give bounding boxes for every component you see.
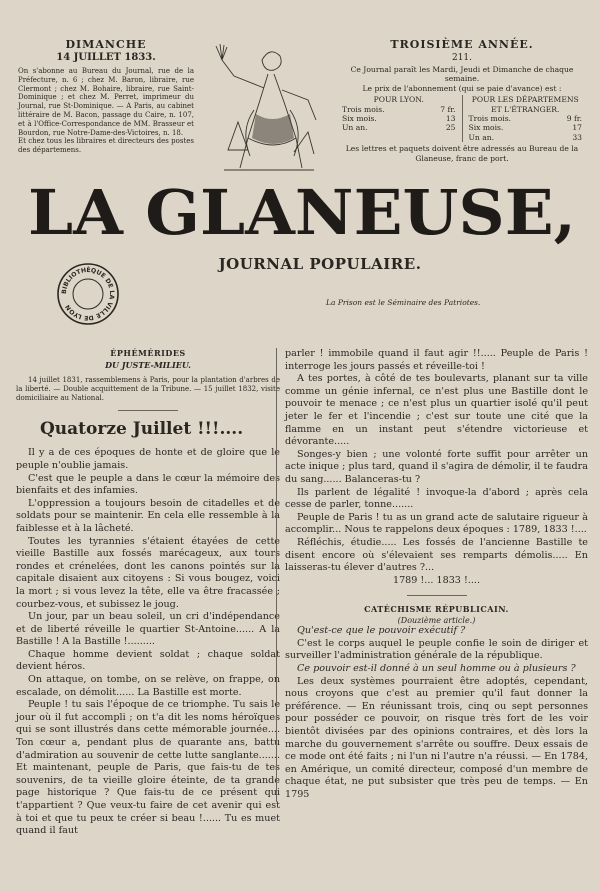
publication-schedule: Ce Journal paraît les Mardi, Jeudi et Dimanche de chaque semaine.	[350, 65, 574, 84]
catechism-question: Ce pouvoir est-il donné à un seul homme ou à plusieurs ?	[297, 663, 576, 675]
issue-date: 14 JUILLET 1833.	[56, 52, 156, 63]
article-paragraph: parler ! immobile quand il faut agir !!..... Peuple de Paris ! interroge les jours passés et réveille-toi !	[285, 348, 588, 372]
article-paragraph: 1789 !... 1833 !....	[392, 574, 481, 586]
divider	[407, 595, 467, 596]
catechism-subheading: (Douzième article.)	[397, 616, 476, 626]
article-paragraph: Toutes les tyrannies s'étaient étayées de cette vieille Bastille aux fossés marécageux, aux tours rondes et crénelées, dont les canons pointés sur la capitale disaient aux citoyens : Si vous bougez, voici la mort ; si vous levez la tête, elle va être fracassée ; courbez-vous, et subissez le joug.	[16, 535, 280, 610]
volume-year: TROISIÈME ANNÉE.	[390, 38, 534, 51]
subscription-text-2: Et chez tous les libraires et directeurs des postes des départemens.	[18, 137, 194, 155]
ephemerides-text: 14 juillet 1831, rassemblemens à Paris, pour la plantation d'arbres de la liberté. — Double acquittement de la Tribune. — 15 juillet 1832, visite domiciliaire au National.	[16, 376, 280, 402]
article-paragraph: Songes-y bien ; une volonté forte suffit pour arrêter un acte inique ; plus tard, quand il s'agira de démolir, il te faudra du sang...... Balanceras-tu ?	[285, 448, 588, 485]
catechism-question: Qu'est-ce que le pouvoir exécutif ?	[297, 625, 466, 637]
column-right	[276, 348, 588, 802]
price-term: Trois mois.	[468, 114, 512, 124]
stamp-text: BIBLIOTHÈQUE DE LA VILLE DE LYON	[60, 266, 116, 322]
gleaner-vignette-illustration	[204, 30, 334, 180]
catechism-answer: C'est le corps auquel le peuple confie le soin de diriger et surveiller l'administration générale de la république.	[285, 637, 588, 662]
price-row	[469, 114, 583, 123]
subscription-text: On s'abonne au Bureau du Journal, rue de la Préfecture, n. 6 ; chez M. Baron, libraire, rue Clermont ; chez M. Bohaire, libraire, rue Saint-Dominique ; et chez M. Perret, imprimeur du Journal, rue St-Dominique. — A Paris, au cabinet littéraire de M. Bacon, passage du Caire, n. 107, et à l'Office-Correspondance de MM. Brasseur et Bourdon, rue Notre-Dame-des-Victoires, n. 18.	[18, 67, 194, 137]
catechism-heading: CATÉCHISME RÉPUBLICAIN.	[364, 604, 509, 615]
issue-number: 211.	[451, 53, 473, 63]
price-value: 33	[572, 132, 582, 142]
price-table	[336, 95, 588, 142]
price-term: Six mois.	[468, 123, 504, 133]
article-paragraph: Peuple de Paris ! tu as un grand acte de salutaire rigueur à accomplir... Nous te rappelons deux époques : 1789, 1833 !....	[285, 511, 588, 536]
article-paragraph: Ils parlent de légalité ! invoque-la d'abord ; après cela cesse de parler, tonne.......	[285, 486, 588, 511]
price-value: 7 fr.	[440, 104, 456, 114]
letters-note: Les lettres et paquets doivent être adressés au Bureau de la Glaneuse, franc de port.	[345, 144, 579, 163]
article-paragraph: Il y a de ces époques de honte et de gloire que le peuple n'oublie jamais.	[16, 447, 280, 471]
library-stamp	[56, 262, 120, 326]
catechism-answer: Les deux systèmes pourraient être adoptés, cependant, nous croyons que c'est au premier qu'il faut donner la préférence. — En réunissant trois, cinq ou sept personnes pour posséder ce pouvoir, on risque très fort de les voir bientôt divisées par des opinions contraires, et dès lors la marche du gouvernement s'arrête ou souffre. Deux essais de ce mode ont été faits ; ni l'un ni l'autre n'a réussi. — En 1784, en Amérique, un comité directeur, composé d'un membre de chaque état, ne put subsister que très peu de temps. — En 1795	[285, 675, 588, 800]
newspaper-title	[22, 178, 582, 248]
article-paragraph: Réfléchis, étudie..... Les fossés de l'ancienne Bastille te disent encore où s'élevaient ses remparts démolis..... En laisseras-tu élever d'autres ?...	[285, 536, 588, 574]
header-right-block	[336, 38, 588, 163]
price-row	[469, 133, 583, 142]
price-term: Un an.	[342, 123, 368, 133]
ephemerides-heading: ÉPHÉMÉRIDES	[110, 348, 186, 358]
divider	[118, 410, 178, 411]
article-paragraph: L'oppression a toujours besoin de citadelles et de soldats pour se maintenir. En cela elle ressemble à la faiblesse et à la lâcheté.	[16, 497, 280, 534]
article-paragraph: A tes portes, à côté de tes boulevarts, planant sur ta ville comme un génie infernal, ce n'est plus une Bastille dont le pouvoir te menace ; ce n'est plus un quartier isolé qu'il peut jeter le fer et l'incendie ; c'est sur toute une cité que la flamme en un instant peut s'étendre victorieuse et dévorante.....	[285, 373, 588, 448]
price-row	[342, 114, 456, 123]
article-paragraph: On attaque, on tombe, on se relève, on frappe, on escalade, on démolit...... La Bastille est morte.	[16, 674, 280, 698]
price-value: 17	[572, 123, 582, 133]
article-paragraph: Un jour, par un beau soleil, un cri d'indépendance et de liberté réveille le quartier St-Antoine...... A la Bastille ! A la Bastille !.........	[16, 611, 280, 648]
price-value: 9 fr.	[566, 114, 582, 124]
price-heading-lyon: POUR LYON.	[373, 95, 424, 105]
article-paragraph: Chaque homme devient soldat ; chaque soldat devient héros.	[16, 648, 280, 673]
price-value: 13	[445, 114, 456, 124]
article-title: Quatorze Juillet !!!....	[40, 419, 244, 440]
price-value: 25	[445, 123, 456, 133]
svg-text:BIBLIOTHÈQUE DE LA VILLE DE LY	[61, 265, 115, 321]
article-paragraph: Peuple ! tu sais l'époque de ce triomphe. Tu sais le jour où il fut accompli ; on t'a dit les noms héroïques qui se sont illustrés dans cette mémorable journée.... Ton cœur a, pendant plus de quarante ans, battu d'admiration au souvenir de cette lutte sanglante....... Et maintenant, peuple de Paris, que fais-tu de tes souvenirs, de ta vieille gloire éteinte, de ta grande page historique ? Que fais-tu de ce présent qui t'appartient ? Que veux-tu faire de cet avenir qui est à toi et que tu peux te créer si beau !...... Tu es muet quand il faut	[16, 699, 280, 837]
price-col-lyon	[336, 95, 462, 142]
column-left	[16, 348, 280, 838]
title-text: LA GLANEUSE,	[28, 178, 576, 248]
price-heading-departements: POUR LES DÉPARTEMENS ET L'ÉTRANGER.	[471, 95, 579, 114]
newspaper-subtitle: JOURNAL POPULAIRE.	[218, 255, 422, 273]
price-row	[469, 123, 583, 132]
price-col-departements	[462, 95, 589, 142]
header-left-block	[18, 38, 194, 155]
price-row	[342, 105, 456, 114]
ephemerides-subheading: DU JUSTE-MILIEU.	[105, 360, 191, 370]
issue-day: DIMANCHE	[65, 38, 147, 51]
article-paragraph: C'est que le peuple a dans le cœur la mémoire des bienfaits et des infamies.	[16, 472, 280, 497]
price-row	[342, 123, 456, 132]
price-term: Un an.	[468, 132, 495, 142]
price-intro: Le prix de l'abonnement (qui se paie d'avance) est :	[362, 83, 562, 93]
newspaper-motto: La Prison est le Séminaire des Patriotes.	[326, 298, 481, 307]
price-term: Six mois.	[342, 114, 377, 124]
price-term: Trois mois.	[342, 104, 385, 114]
